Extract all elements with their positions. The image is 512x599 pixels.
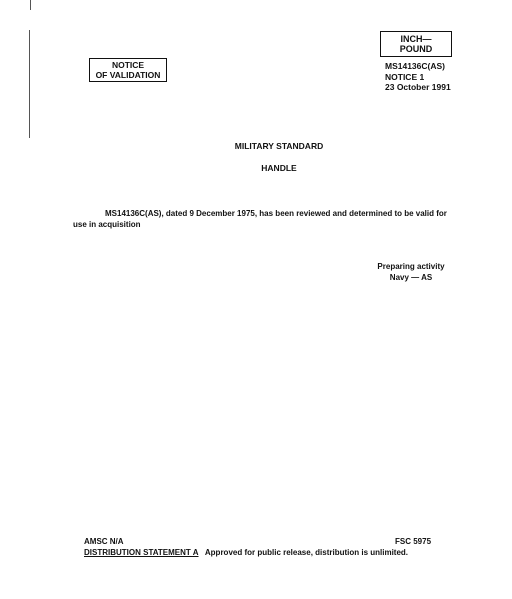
distribution-text: Approved for public release, distribution is unlimited. [204,548,409,557]
document-id-block [385,61,451,93]
preparing-activity-label: Preparing activity [377,262,445,271]
validation-statement-line1: MS14136C(AS), dated 9 December 1975, has been reviewed and determined to be valid for [105,209,447,218]
inch-pound-label: INCH—POUND [399,34,433,54]
distribution-label: DISTRIBUTION STATEMENT A [84,548,199,557]
amsc-code: AMSC N/A [84,537,124,546]
notice-date: 23 October 1991 [385,82,451,92]
preparing-activity [366,262,456,283]
notice-box-line1: NOTICE [111,60,145,70]
scan-edge-mark [29,30,30,138]
validation-statement-line2: use in acquisition [73,220,141,229]
standard-type: MILITARY STANDARD [234,141,324,151]
notice-of-validation-box [89,58,167,82]
document-title: HANDLE [261,163,297,173]
preparing-activity-value: Navy — AS [389,272,433,282]
notice-number: NOTICE 1 [385,71,425,82]
document-id: MS14136C(AS) [385,61,445,71]
notice-box-line2: OF VALIDATION [95,70,161,80]
fsc-code: FSC 5975 [395,537,432,546]
inch-pound-box [380,31,452,57]
scan-edge-mark [30,0,31,10]
validation-statement [73,208,473,230]
distribution-statement [84,547,408,558]
